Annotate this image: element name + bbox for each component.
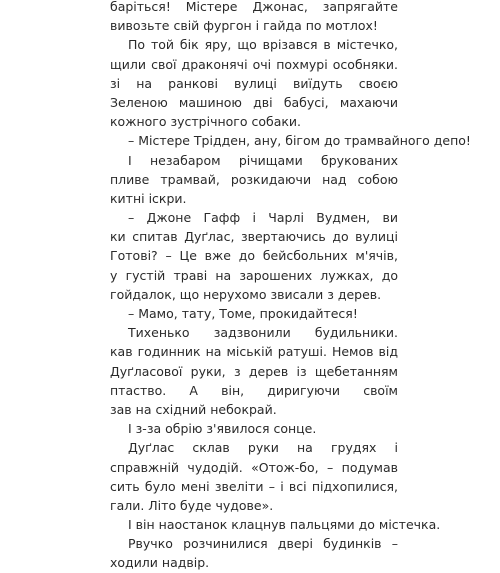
text-line: – Містере Трідден, ану, бігом до трамвайного депо! bbox=[128, 133, 471, 149]
text-line: Дуґласової руки, з дерев із щебетанням bbox=[110, 363, 398, 379]
body-text bbox=[110, 0, 471, 573]
text-line: китні іскри. bbox=[110, 190, 187, 206]
text-line: І він наостанок клацнув пальцями до містечка. bbox=[128, 517, 441, 533]
text-line: у густій траві на зарошених лужках, до bbox=[110, 267, 398, 283]
text-line: гойдалок, що нерухомо звисали з дерев. bbox=[110, 286, 382, 302]
text-line: сить було мені звеліти – і всі підхопилися, bbox=[110, 478, 398, 494]
text-line: Зеленою машиною дві бабусі, махаючи bbox=[110, 94, 398, 110]
text-line: вивозьте свій фургон і гайда по мотлох! bbox=[110, 18, 378, 34]
text-line: гали. Літо буде чудове». bbox=[110, 497, 274, 513]
text-line: – Джоне Гафф і Чарлі Вудмен, ви bbox=[128, 210, 398, 226]
text-line: зі на ранкові вулиці виїдуть своєю bbox=[110, 75, 398, 91]
text-line: – Мамо, тату, Томе, прокидайтеся! bbox=[128, 306, 358, 321]
text-line: ходили надвір. bbox=[110, 555, 210, 571]
text-line: щили свої драконячі очі похмурі особняки. bbox=[110, 56, 398, 72]
text-line: пливе трамвай, розкидаючи над собою bbox=[110, 171, 398, 187]
text-line: ки спитав Дуґлас, звертаючись до вулиці bbox=[110, 229, 398, 245]
text-line: баріться! Містере Джонас, запрягайте bbox=[110, 0, 398, 14]
text-line: зав на східний небокрай. bbox=[110, 401, 277, 417]
text-line: І з-за обрію з'явилося сонце. bbox=[128, 421, 317, 437]
text-line: Готові? – Це вже до бейсбольних м'ячів, bbox=[110, 248, 398, 264]
text-line: Тихенько задзвонили будильники. bbox=[128, 325, 398, 341]
text-line: кожного зустрічного собаки. bbox=[110, 114, 302, 130]
text-line: По той бік яру, що врізався в містечко, bbox=[128, 37, 398, 53]
text-line: Рвучко розчинилися двері будинків – bbox=[128, 536, 398, 552]
text-line: Дуґлас склав руки на грудях і bbox=[128, 440, 398, 456]
text-line: кав годинник на міській ратуші. Немов від bbox=[110, 344, 398, 360]
text-line: І незабаром річищами брукованих bbox=[128, 152, 398, 168]
text-line: птаство. А він, диригуючи своїм bbox=[110, 382, 398, 398]
text-line: справжній чудодій. «Отож-бо, – подумав bbox=[110, 459, 398, 475]
